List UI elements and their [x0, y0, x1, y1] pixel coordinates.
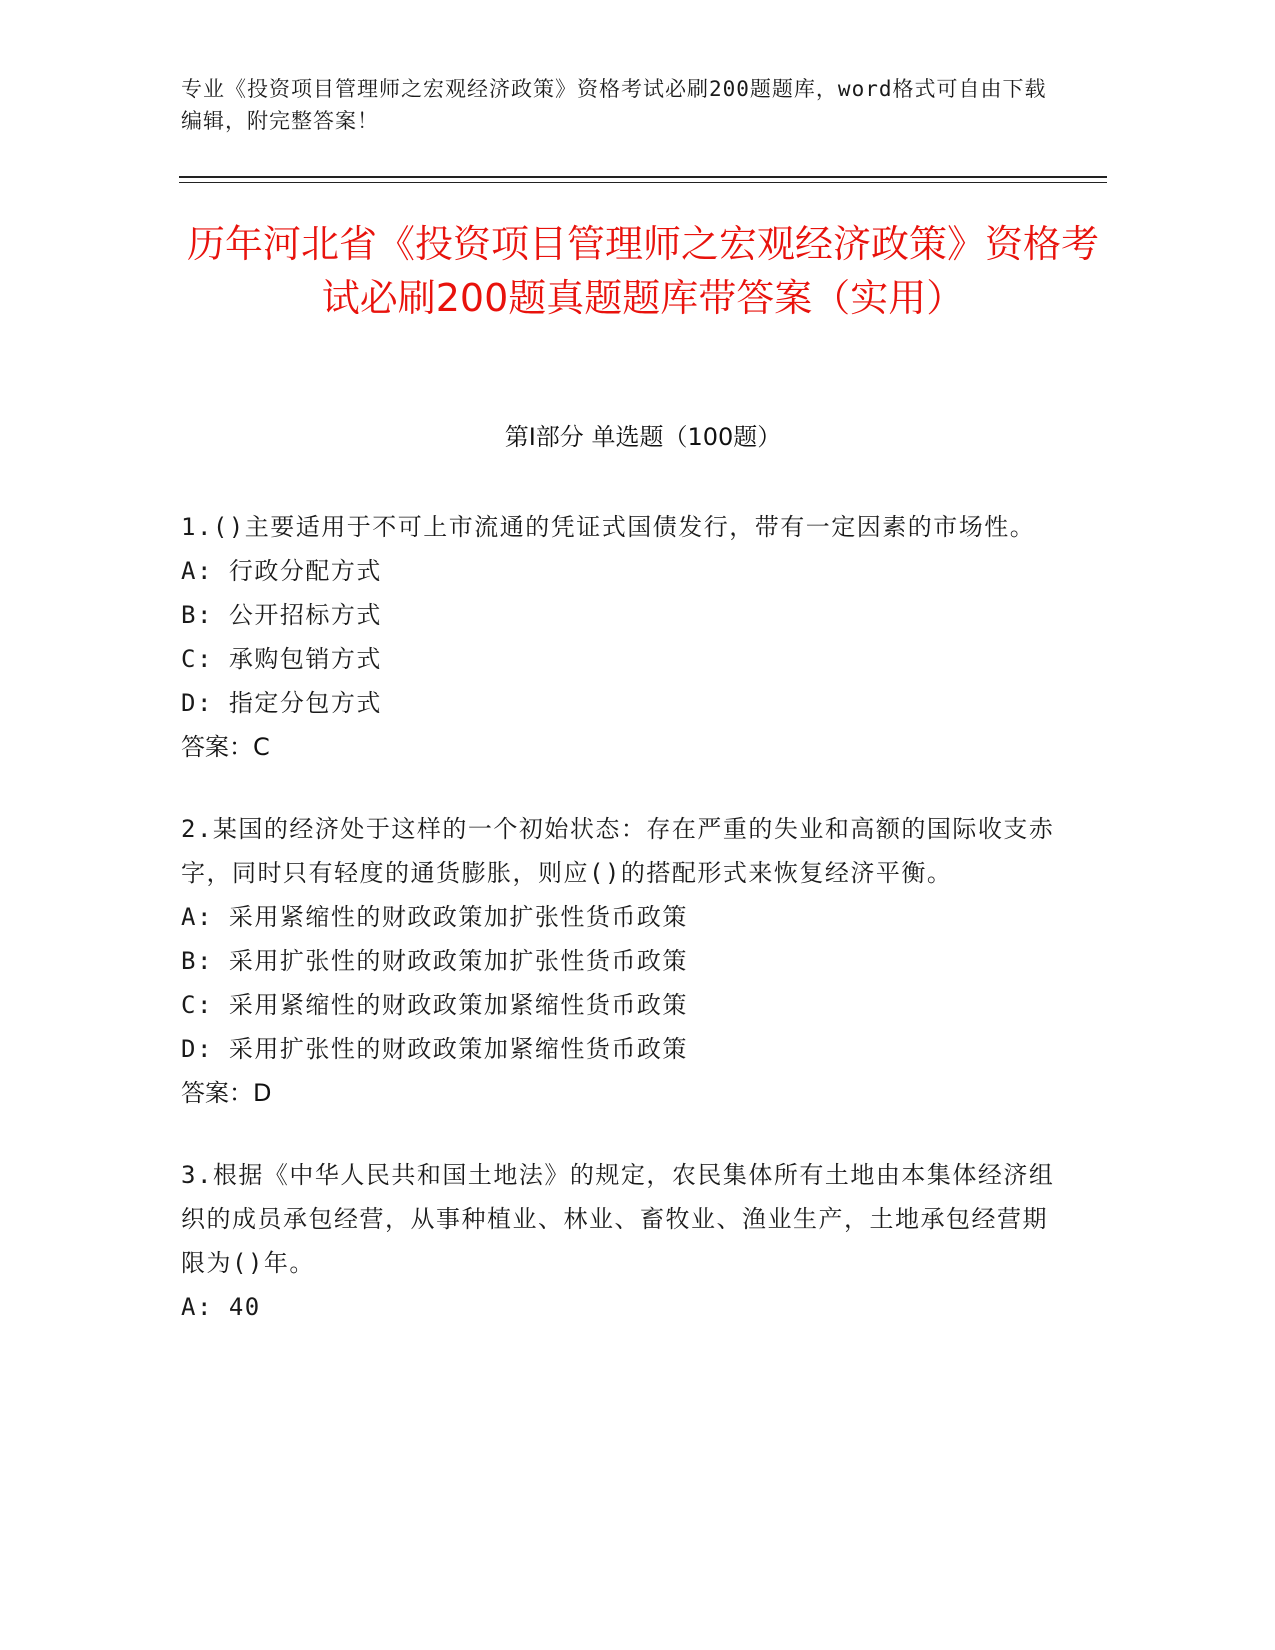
question-option: A: 采用紧缩性的财政政策加扩张性货币政策	[181, 903, 688, 931]
question-option: C: 承购包销方式	[181, 645, 382, 673]
question-option: A: 行政分配方式	[181, 557, 382, 585]
question-stem: 2.某国的经济处于这样的一个初始状态：存在严重的失业和高额的国际收支赤字，同时只有轻度的通货膨胀，则应()的搭配形式来恢复经济平衡。	[181, 815, 1055, 887]
document-title: 历年河北省《投资项目管理师之宏观经济政策》资格考试必刷200题真题题库带答案（实用）	[186, 222, 1099, 320]
header-note: 专业《投资项目管理师之宏观经济政策》资格考试必刷200题题库，word格式可自由下载编辑，附完整答案！	[181, 77, 1047, 133]
question-answer: 答案：D	[181, 1079, 272, 1107]
question-option: B: 公开招标方式	[181, 601, 382, 629]
question-answer: 答案：C	[181, 733, 270, 761]
header-divider-thick	[179, 176, 1107, 178]
question-list	[181, 505, 1061, 1367]
header-divider-thin	[179, 182, 1107, 183]
question-option: C: 采用紧缩性的财政政策加紧缩性货币政策	[181, 991, 688, 1019]
question-item	[181, 505, 1061, 769]
question-item	[181, 1153, 1061, 1329]
question-option: D: 指定分包方式	[181, 689, 382, 717]
section-heading: 第Ⅰ部分 单选题（100题）	[504, 423, 782, 451]
question-stem: 3.根据《中华人民共和国土地法》的规定，农民集体所有土地由本集体经济组织的成员承包经营，从事种植业、林业、畜牧业、渔业生产，土地承包经营期限为()年。	[181, 1161, 1055, 1277]
question-item	[181, 807, 1061, 1115]
question-option: D: 采用扩张性的财政政策加紧缩性货币政策	[181, 1035, 688, 1063]
question-stem: 1.()主要适用于不可上市流通的凭证式国债发行，带有一定因素的市场性。	[181, 513, 1036, 541]
question-option: B: 采用扩张性的财政政策加扩张性货币政策	[181, 947, 688, 975]
question-option: A: 40	[181, 1293, 261, 1321]
